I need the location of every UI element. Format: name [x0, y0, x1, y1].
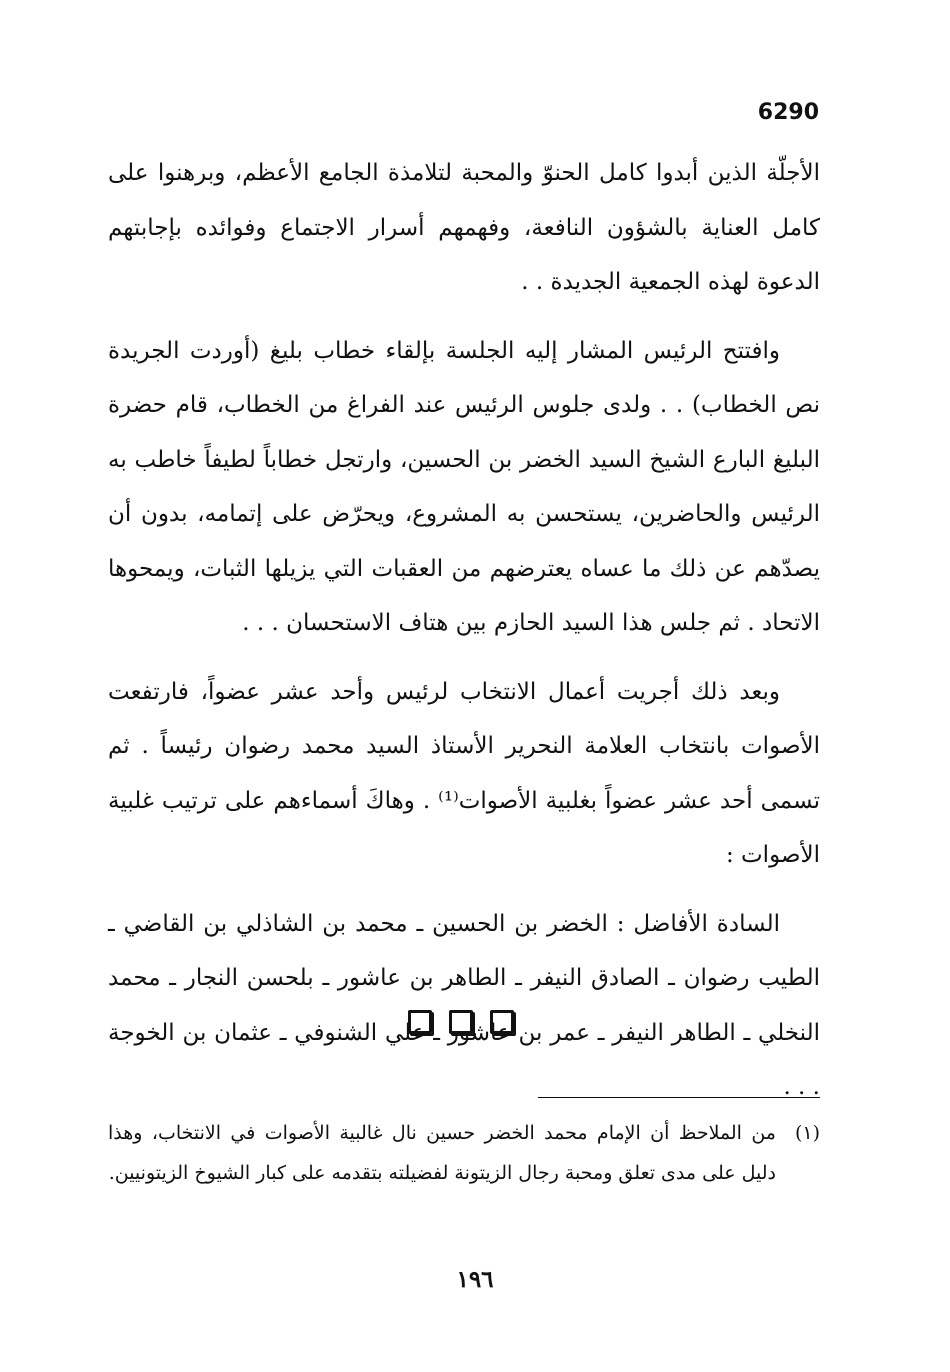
- page-number: ١٩٦: [456, 1266, 494, 1293]
- paragraph: وافتتح الرئيس المشار إليه الجلسة بإلقاء خطاب بليغ (أوردت الجريدة نص الخطاب) . . ولدى جلوس الرئيس عند الفراغ من الخطاب، قام حضرة البليغ البارع الشيخ السيد الخضر بن الحسين، وارتجل خطاباً لطيفاً خاطب به الرئيس والحاضرين، يستحسن به المشروع، ويحرّض على إتمامه، بدون أن يصدّهم عن ذلك ما عساه يعترضهم من العقبات التي يزيلها الثبات، ويمحوها الاتحاد . ثم جلس هذا السيد الحازم بين هتاف الاستحسان . . .: [108, 337, 820, 636]
- paragraph: السادة الأفاضل : الخضر بن الحسين ـ محمد بن الشاذلي بن القاضي ـ الطيب رضوان ـ الصادق النيفر ـ الطاهر بن عاشور ـ بلحسن النجار ـ محمد النخلي ـ الطاهر النيفر ـ عمر بن عاشور ـ علي الشنوفي ـ عثمان بن الخوجة . . .: [108, 910, 820, 1100]
- square-ornament-icon: [408, 1010, 432, 1034]
- square-ornament-icon: [490, 1010, 514, 1034]
- footnote: [108, 1113, 820, 1193]
- footnote-divider: [538, 1097, 820, 1098]
- main-text: [108, 146, 820, 1129]
- footnote-text: من الملاحظ أن الإمام محمد الخضر حسين نال غالبية الأصوات في الانتخاب، وهذا دليل على مدى تعلق ومحبة رجال الزيتونة لفضيلته بتقدمه على كبار الشيوخ الزيتونيين.: [108, 1122, 776, 1184]
- page-id: 6290: [757, 100, 819, 125]
- paragraph: وبعد ذلك أجريت أعمال الانتخاب لرئيس وأحد عشر عضواً، فارتفعت الأصوات بانتخاب العلامة النحرير الأستاذ السيد محمد رضوان رئيساً . ثم تسمى أحد عشر عضواً بغلبية الأصوات⁽¹⁾ . وهاكَ أسماءهم على ترتيب غلبية الأصوات :: [108, 678, 820, 868]
- paragraph: الأجلّة الذين أبدوا كامل الحنوّ والمحبة لتلامذة الجامع الأعظم، وبرهنوا على كامل العناية بالشؤون النافعة، وفهمهم أسرار الاجتماع وفوائده بإجابتهم الدعوة لهذه الجمعية الجديدة . .: [108, 160, 820, 295]
- footnote-marker: (١): [794, 1122, 820, 1144]
- square-ornament-icon: [449, 1010, 473, 1034]
- section-ornament: [408, 1010, 514, 1034]
